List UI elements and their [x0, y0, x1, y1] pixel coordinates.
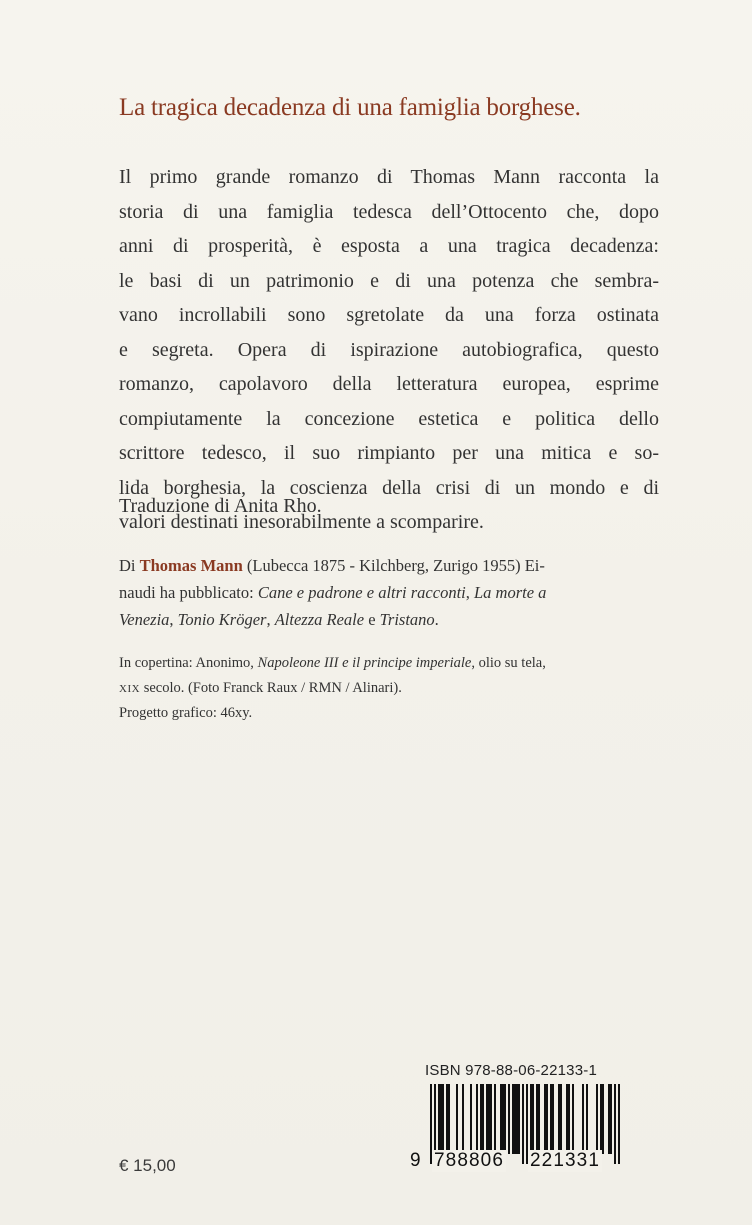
barcode-bar — [536, 1084, 538, 1154]
barcode-bar — [618, 1084, 620, 1164]
blurb-line: le basi di un patrimonio e di una potenza che sembra- — [119, 269, 659, 292]
barcode-bar — [546, 1084, 548, 1154]
blurb-line: lida borghesia, la coscienza della crisi di un mondo e di — [119, 476, 659, 499]
author-bio-line — [119, 552, 641, 579]
barcode-bar — [486, 1084, 488, 1154]
barcode-bar — [476, 1084, 478, 1154]
barcode-bar — [470, 1084, 472, 1154]
barcode-bar — [494, 1084, 496, 1154]
tagline: La tragica decadenza di una famiglia borghese. — [119, 94, 581, 121]
barcode-bar — [516, 1084, 518, 1154]
cover-prefix: In copertina: Anonimo, — [119, 655, 258, 671]
barcode-bar — [488, 1084, 490, 1154]
blurb-line: scrittore tedesco, il suo rimpianto per una mitica e so- — [119, 442, 659, 464]
barcode-bar — [456, 1084, 458, 1154]
barcode-bar — [512, 1084, 514, 1154]
author-dates: (Lubecca 1875 - Kilchberg, Zurigo 1955) Ei- — [242, 556, 545, 575]
barcode-bar — [602, 1084, 604, 1154]
work-title: La morte a — [474, 583, 547, 602]
isbn-barcode — [410, 1062, 640, 1187]
barcode-bar — [552, 1084, 554, 1154]
conjunction: e — [364, 610, 380, 629]
barcode-bar — [596, 1084, 598, 1154]
barcode-bar — [532, 1084, 534, 1154]
author-bio — [119, 552, 641, 633]
barcode-bar — [614, 1084, 616, 1164]
barcode-bar — [608, 1084, 610, 1154]
barcode-bar — [442, 1084, 444, 1154]
blurb-line: storia di una famiglia tedesca dell’Ottocento che, dopo — [119, 200, 659, 223]
barcode-bar — [522, 1084, 524, 1164]
price-label: € 15,00 — [119, 1156, 176, 1175]
author-name: Thomas Mann — [139, 556, 243, 575]
author-bio-line — [119, 606, 641, 633]
barcode-bar — [502, 1084, 504, 1154]
barcode-first-digit: 9 — [410, 1150, 421, 1171]
blurb-line: anni di prosperità, è esposta a una tragica decadenza: — [119, 235, 659, 257]
barcode-bar — [482, 1084, 484, 1154]
barcode-bar — [448, 1084, 450, 1154]
barcode-bar — [586, 1084, 588, 1154]
cover-credits — [119, 651, 679, 726]
barcode-bar — [508, 1084, 510, 1154]
barcode-bar — [518, 1084, 520, 1154]
translator-credit: Traduzione di Anita Rho. — [119, 495, 322, 517]
design-credit: Progetto grafico: 46xy. — [119, 705, 253, 721]
publisher-text: naudi ha pubblicato: — [119, 583, 258, 602]
barcode-bar — [566, 1084, 568, 1154]
barcode-bar — [530, 1084, 532, 1154]
blurb-line: vano incrollabili sono sgretolate da una forza ostinata — [119, 304, 659, 326]
separator: , — [266, 610, 275, 629]
work-title: Altezza Reale — [274, 610, 365, 629]
barcode-bar — [568, 1084, 570, 1154]
barcode-bar — [600, 1084, 602, 1154]
barcode-bar — [560, 1084, 562, 1154]
work-title: Tonio Kröger — [177, 610, 267, 629]
blurb-paragraph — [119, 160, 659, 540]
barcode-bar — [490, 1084, 492, 1154]
blurb-line: valori destinati inesorabilmente a scomparire. — [119, 511, 484, 533]
blurb-line: e segreta. Opera di ispirazione autobiografica, questo — [119, 338, 659, 361]
barcode-bar — [558, 1084, 560, 1154]
credits-line — [119, 651, 679, 676]
barcode-bar — [544, 1084, 546, 1154]
separator: , — [169, 610, 178, 629]
separator: , — [465, 583, 474, 602]
century-numeral: XIX — [119, 682, 141, 695]
work-title: Venezia — [119, 610, 170, 629]
author-bio-line — [119, 579, 641, 606]
barcode-digits-right: 221331 — [530, 1150, 601, 1171]
barcode-bar — [582, 1084, 584, 1154]
photo-credit: secolo. (Foto Franck Raux / RMN / Alinari). — [140, 679, 402, 696]
barcode-bar — [440, 1084, 442, 1154]
barcode-bar — [514, 1084, 516, 1154]
cover-medium: , olio su tela, — [471, 655, 546, 671]
barcode-bar — [550, 1084, 552, 1154]
isbn-label: ISBN 978-88-06-22133-1 — [425, 1062, 598, 1079]
blurb-line: romanzo, capolavoro della letteratura europea, esprime — [119, 373, 659, 395]
barcode-bar — [610, 1084, 612, 1154]
barcode-bar — [446, 1084, 448, 1154]
barcode-bar — [572, 1084, 574, 1154]
barcode-bar — [462, 1084, 464, 1154]
barcode-bar — [500, 1084, 502, 1154]
blurb-line: compiutamente la concezione estetica e politica dello — [119, 407, 659, 430]
barcode-bar — [504, 1084, 506, 1154]
credits-line — [119, 676, 679, 702]
cover-artwork-title: Napoleone III e il principe imperiale — [257, 655, 472, 671]
author-prefix: Di — [119, 556, 140, 575]
barcode-bar — [538, 1084, 540, 1154]
barcode-bar — [480, 1084, 482, 1154]
period: . — [434, 610, 439, 629]
work-title: Tristano — [379, 610, 435, 629]
work-title: Cane e padrone e altri racconti — [257, 583, 466, 602]
barcode-bar — [438, 1084, 440, 1154]
barcode-digits-left: 788806 — [434, 1150, 505, 1171]
blurb-line: Il primo grande romanzo di Thomas Mann racconta la — [119, 166, 659, 188]
